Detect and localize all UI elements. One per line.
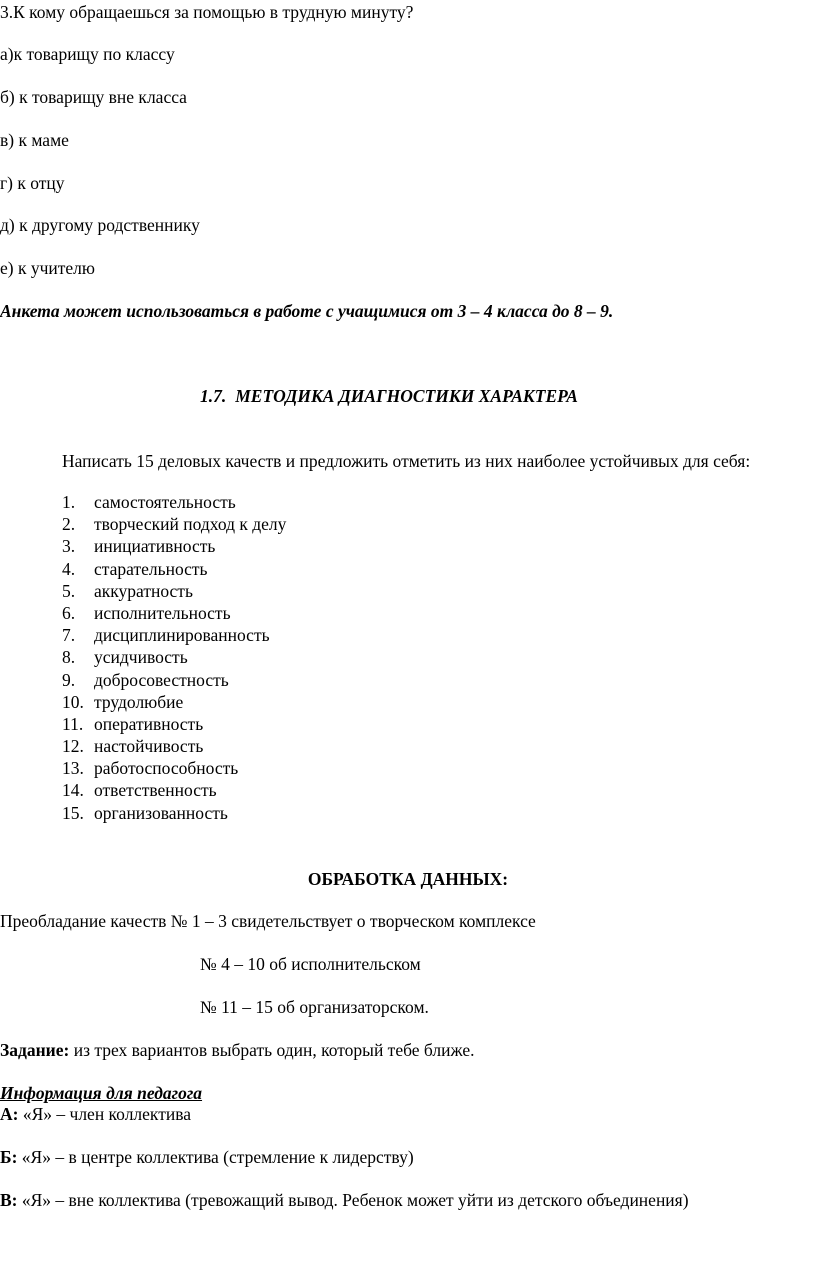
list-item: [62, 558, 286, 583]
list-item: [62, 649, 286, 671]
survey-note: Анкета может использоваться в работе с учащимися от 3 – 4 класса до 8 – 9.: [0, 301, 614, 321]
list-item: [62, 602, 286, 627]
option-v: в) к маме: [0, 130, 69, 150]
item-text: ответственность: [94, 780, 217, 801]
item-number: 14.: [62, 780, 84, 801]
item-text: старательность: [94, 558, 208, 579]
list-item: [62, 538, 286, 560]
item-number: 7.: [62, 625, 76, 646]
list-item: [62, 738, 286, 760]
info-b-line: [0, 1149, 414, 1167]
list-item: [62, 713, 286, 738]
processing-line-1: Преобладание качеств № 1 – 3 свидетельствует о творческом комплексе: [0, 911, 536, 931]
item-text: творческий подход к делу: [94, 514, 287, 535]
item-text: аккуратность: [94, 580, 193, 601]
list-item: [62, 802, 286, 827]
item-number: 4.: [62, 558, 76, 579]
item-text: настойчивость: [94, 736, 204, 757]
item-text: усидчивость: [94, 647, 188, 668]
task-text: из трех вариантов выбрать один, который тебе ближе.: [69, 1040, 475, 1060]
info-v-label: В:: [0, 1190, 18, 1210]
item-text: дисциплинированность: [94, 625, 270, 646]
info-v-line: [0, 1192, 689, 1210]
item-number: 10.: [62, 691, 84, 712]
info-v-text: «Я» – вне коллектива (тревожащий вывод. Ребенок может уйти из детского объединения): [17, 1190, 689, 1210]
item-text: трудолюбие: [94, 691, 184, 712]
item-number: 13.: [62, 758, 84, 779]
item-number: 11.: [62, 713, 84, 734]
list-item: [62, 627, 286, 649]
qualities-list: [62, 494, 286, 827]
list-item: [62, 516, 286, 538]
list-item: [62, 669, 286, 694]
info-a-text: «Я» – член коллектива: [18, 1104, 192, 1124]
section-number: 1.7.: [200, 386, 227, 406]
item-text: самостоятельность: [94, 492, 236, 512]
option-a: а)к товарищу по классу: [0, 44, 175, 64]
option-d: д) к другому родственнику: [0, 215, 200, 235]
item-number: 12.: [62, 736, 84, 757]
item-number: 8.: [62, 647, 76, 668]
item-text: работоспособность: [94, 758, 239, 779]
item-text: организованность: [94, 802, 228, 823]
list-item: [62, 580, 286, 605]
list-item: [62, 782, 286, 804]
option-g: г) к отцу: [0, 173, 65, 193]
item-text: добросовестность: [94, 669, 229, 690]
item-number: 1.: [62, 492, 76, 512]
info-a-label: А:: [0, 1104, 19, 1124]
info-b-label: Б:: [0, 1147, 18, 1167]
processing-line-2: № 4 – 10 об исполнительском: [200, 954, 421, 974]
item-text: инициативность: [94, 536, 216, 557]
item-number: 5.: [62, 580, 76, 601]
item-number: 15.: [62, 802, 84, 823]
option-e: е) к учителю: [0, 258, 95, 278]
item-number: 9.: [62, 669, 76, 690]
list-item: [62, 494, 286, 516]
task-label: Задание:: [0, 1040, 70, 1060]
info-b-text: «Я» – в центре коллектива (стремление к лидерству): [17, 1147, 414, 1167]
processing-line-3: № 11 – 15 об организаторском.: [200, 997, 429, 1017]
option-b: б) к товарищу вне класса: [0, 87, 187, 107]
question-text: 3.К кому обращаешься за помощью в трудную минуту?: [0, 2, 414, 22]
item-number: 6.: [62, 602, 76, 623]
intro-text: Написать 15 деловых качеств и предложить отметить из них наиболее устойчивых для себя:: [62, 451, 751, 471]
item-text: оперативность: [94, 713, 204, 734]
item-number: 2.: [62, 514, 76, 535]
section-title: МЕТОДИКА ДИАГНОСТИКИ ХАРАКТЕРА: [235, 386, 578, 406]
list-item: [62, 691, 286, 716]
section-heading: [200, 388, 578, 406]
teacher-info-title: Информация для педагога: [0, 1083, 203, 1103]
item-number: 3.: [62, 536, 76, 557]
task-line: [0, 1042, 474, 1060]
info-a-line: [0, 1106, 191, 1124]
processing-title: ОБРАБОТКА ДАННЫХ:: [307, 869, 509, 889]
list-item: [62, 760, 286, 782]
item-text: исполнительность: [94, 602, 231, 623]
